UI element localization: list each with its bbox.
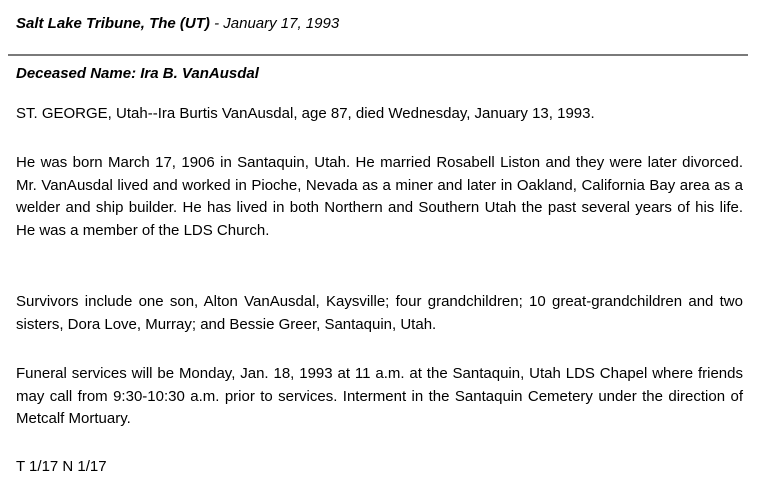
header-divider	[8, 54, 748, 56]
obituary-survivors: Survivors include one son, Alton VanAusdal, Kaysville; four grandchildren; 10 great-grandchildren and two sisters, Dora Love, Murray; and Bessie Greer, Santaquin, Utah.	[16, 293, 743, 333]
article-header	[16, 14, 339, 34]
obituary-biography: He was born March 17, 1906 in Santaquin, Utah. He married Rosabell Liston and they were later divorced. Mr. VanAusdal lived and worked in Pioche, Nevada as a miner and later in Oakland, California Bay area as a welder and ship builder. He has lived in both Northern and Southern Utah the past several years of his life. He was a member of the LDS Church.	[16, 154, 743, 239]
deceased-name-line	[16, 64, 259, 84]
obituary-intro: ST. GEORGE, Utah--Ira Burtis VanAusdal, age 87, died Wednesday, January 13, 1993.	[16, 105, 595, 122]
obituary-funeral-services: Funeral services will be Monday, Jan. 18, 1993 at 11 a.m. at the Santaquin, Utah LDS Chapel where friends may call from 9:30-10:30 a.m. prior to services. Interment in the Santaquin Cemetery under the direction of Metcalf Mortuary.	[16, 365, 743, 427]
publication-name: Salt Lake Tribune, The (UT)	[16, 15, 210, 32]
deceased-label: Deceased Name:	[16, 65, 137, 82]
deceased-name: Ira B. VanAusdal	[140, 65, 259, 82]
publication-run-dates: T 1/17 N 1/17	[16, 458, 107, 475]
publication-date: - January 17, 1993	[214, 15, 340, 32]
